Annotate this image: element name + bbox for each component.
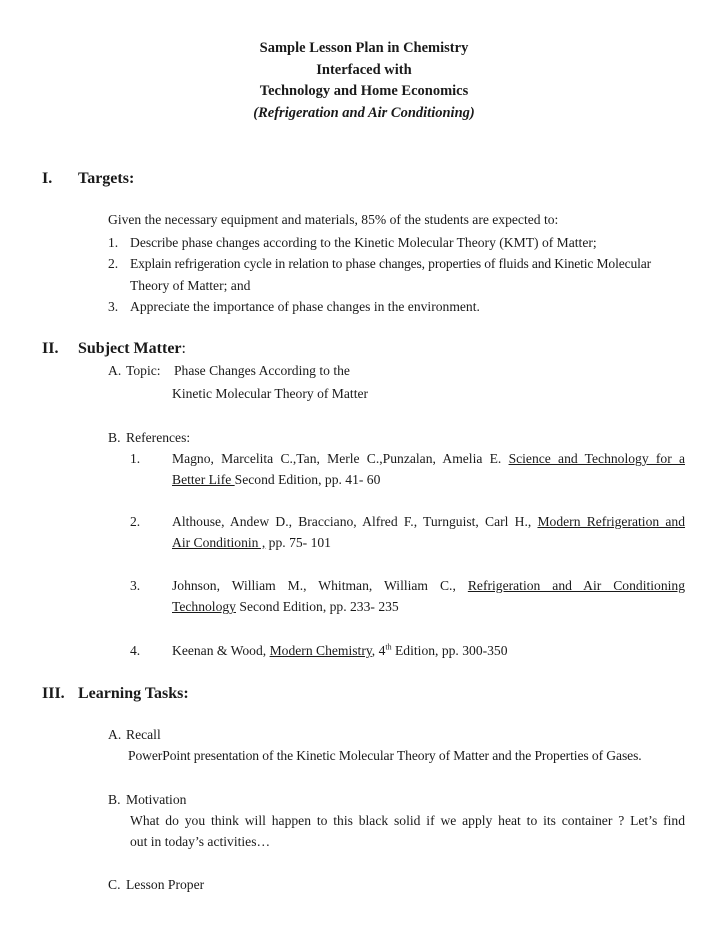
recall-text: PowerPoint presentation of the Kinetic Molecular Theory of Matter and the Properties of Gases. bbox=[128, 748, 642, 763]
reference-2-line1 bbox=[172, 514, 685, 530]
reference-1-authors: Magno, Marcelita C.,Tan, Merle C.,Punzalan, Amelia E. bbox=[172, 451, 502, 466]
target-1-text: Describe phase changes according to the Kinetic Molecular Theory (KMT) of Matter; bbox=[130, 235, 597, 250]
section-1-heading: Targets: bbox=[78, 170, 135, 187]
reference-4-number: 4. bbox=[130, 643, 141, 658]
section-1-number: I. bbox=[42, 170, 53, 187]
reference-3-authors: Johnson, William M., Whitman, William C., bbox=[172, 578, 456, 593]
target-3-number: 3. bbox=[108, 299, 119, 314]
doc-title-line2: Interfaced with bbox=[316, 62, 412, 78]
doc-title-line4: (Refrigeration and Air Conditioning) bbox=[253, 105, 475, 121]
recall-letter: A. bbox=[108, 727, 122, 742]
references-label: References: bbox=[126, 430, 191, 445]
motivation-text-line1: What do you think will happen to this black solid if we apply heat to its container ? Let’s find bbox=[130, 813, 685, 828]
lesson-proper-label: Lesson Proper bbox=[126, 877, 205, 892]
target-2-text-cont: Theory of Matter; and bbox=[130, 278, 251, 293]
topic-line-2: Kinetic Molecular Theory of Matter bbox=[172, 386, 369, 401]
reference-1-title-cont: Better Life bbox=[172, 472, 235, 487]
section-2-heading bbox=[78, 340, 186, 358]
target-2-text: Explain refrigeration cycle in relation to phase changes, properties of fluids and Kinetic Molecular bbox=[130, 256, 652, 271]
section-2-number: II. bbox=[42, 340, 59, 357]
reference-4-pages: Edition, pp. 300-350 bbox=[391, 643, 508, 658]
reference-1-line2 bbox=[172, 472, 380, 488]
reference-1-number: 1. bbox=[130, 451, 141, 466]
section-3-heading: Learning Tasks: bbox=[78, 685, 189, 702]
reference-2-authors: Althouse, Andew D., Bracciano, Alfred F., Turnguist, Carl H., bbox=[172, 514, 532, 529]
reference-1-edition: Second Edition, pp. 41- 60 bbox=[234, 472, 381, 487]
reference-2-title: Modern Refrigeration and bbox=[537, 514, 686, 529]
topic-label: Topic: bbox=[126, 363, 161, 378]
references-letter: B. bbox=[108, 430, 121, 445]
target-1-number: 1. bbox=[108, 235, 119, 250]
topic-letter: A. bbox=[108, 363, 122, 378]
target-2-number: 2. bbox=[108, 256, 119, 271]
reference-4-authors: Keenan & Wood, bbox=[172, 643, 270, 658]
reference-4-edition-num: , 4 bbox=[371, 643, 386, 658]
motivation-letter: B. bbox=[108, 792, 121, 807]
reference-3-line2 bbox=[172, 599, 399, 615]
recall-label: Recall bbox=[126, 727, 161, 742]
reference-3-number: 3. bbox=[130, 578, 141, 593]
target-3-text: Appreciate the importance of phase changes in the environment. bbox=[130, 299, 480, 314]
doc-title-line1: Sample Lesson Plan in Chemistry bbox=[259, 40, 469, 56]
targets-intro: Given the necessary equipment and materials, 85% of the students are expected to: bbox=[108, 212, 559, 227]
reference-1-title: Science and Technology for a bbox=[508, 451, 685, 466]
reference-4-title: Modern Chemistry bbox=[269, 643, 372, 658]
reference-3-title: Refrigeration and Air Conditioning bbox=[467, 578, 685, 593]
reference-3-line1 bbox=[172, 578, 685, 594]
reference-2-pages: pp. 75- 101 bbox=[265, 535, 331, 550]
motivation-text-line2: out in today’s activities… bbox=[130, 834, 271, 849]
reference-2-line2 bbox=[172, 535, 331, 551]
reference-4-line1 bbox=[172, 643, 508, 659]
lesson-proper-letter: C. bbox=[108, 877, 121, 892]
reference-3-edition: Second Edition, pp. 233- 235 bbox=[235, 599, 399, 614]
reference-1-line1 bbox=[172, 451, 685, 467]
reference-4-edition-sup: th bbox=[385, 642, 392, 652]
motivation-label: Motivation bbox=[126, 792, 187, 807]
reference-2-title-cont: Air Conditionin , bbox=[172, 535, 266, 550]
section-2-heading-colon: : bbox=[181, 340, 186, 357]
section-3-number: III. bbox=[42, 685, 65, 702]
reference-2-number: 2. bbox=[130, 514, 141, 529]
doc-title-line3: Technology and Home Economics bbox=[259, 83, 469, 99]
reference-3-title-cont: Technology bbox=[172, 599, 236, 614]
section-2-heading-text: Subject Matter bbox=[78, 340, 182, 357]
topic-line-1: Phase Changes According to the bbox=[174, 363, 350, 378]
